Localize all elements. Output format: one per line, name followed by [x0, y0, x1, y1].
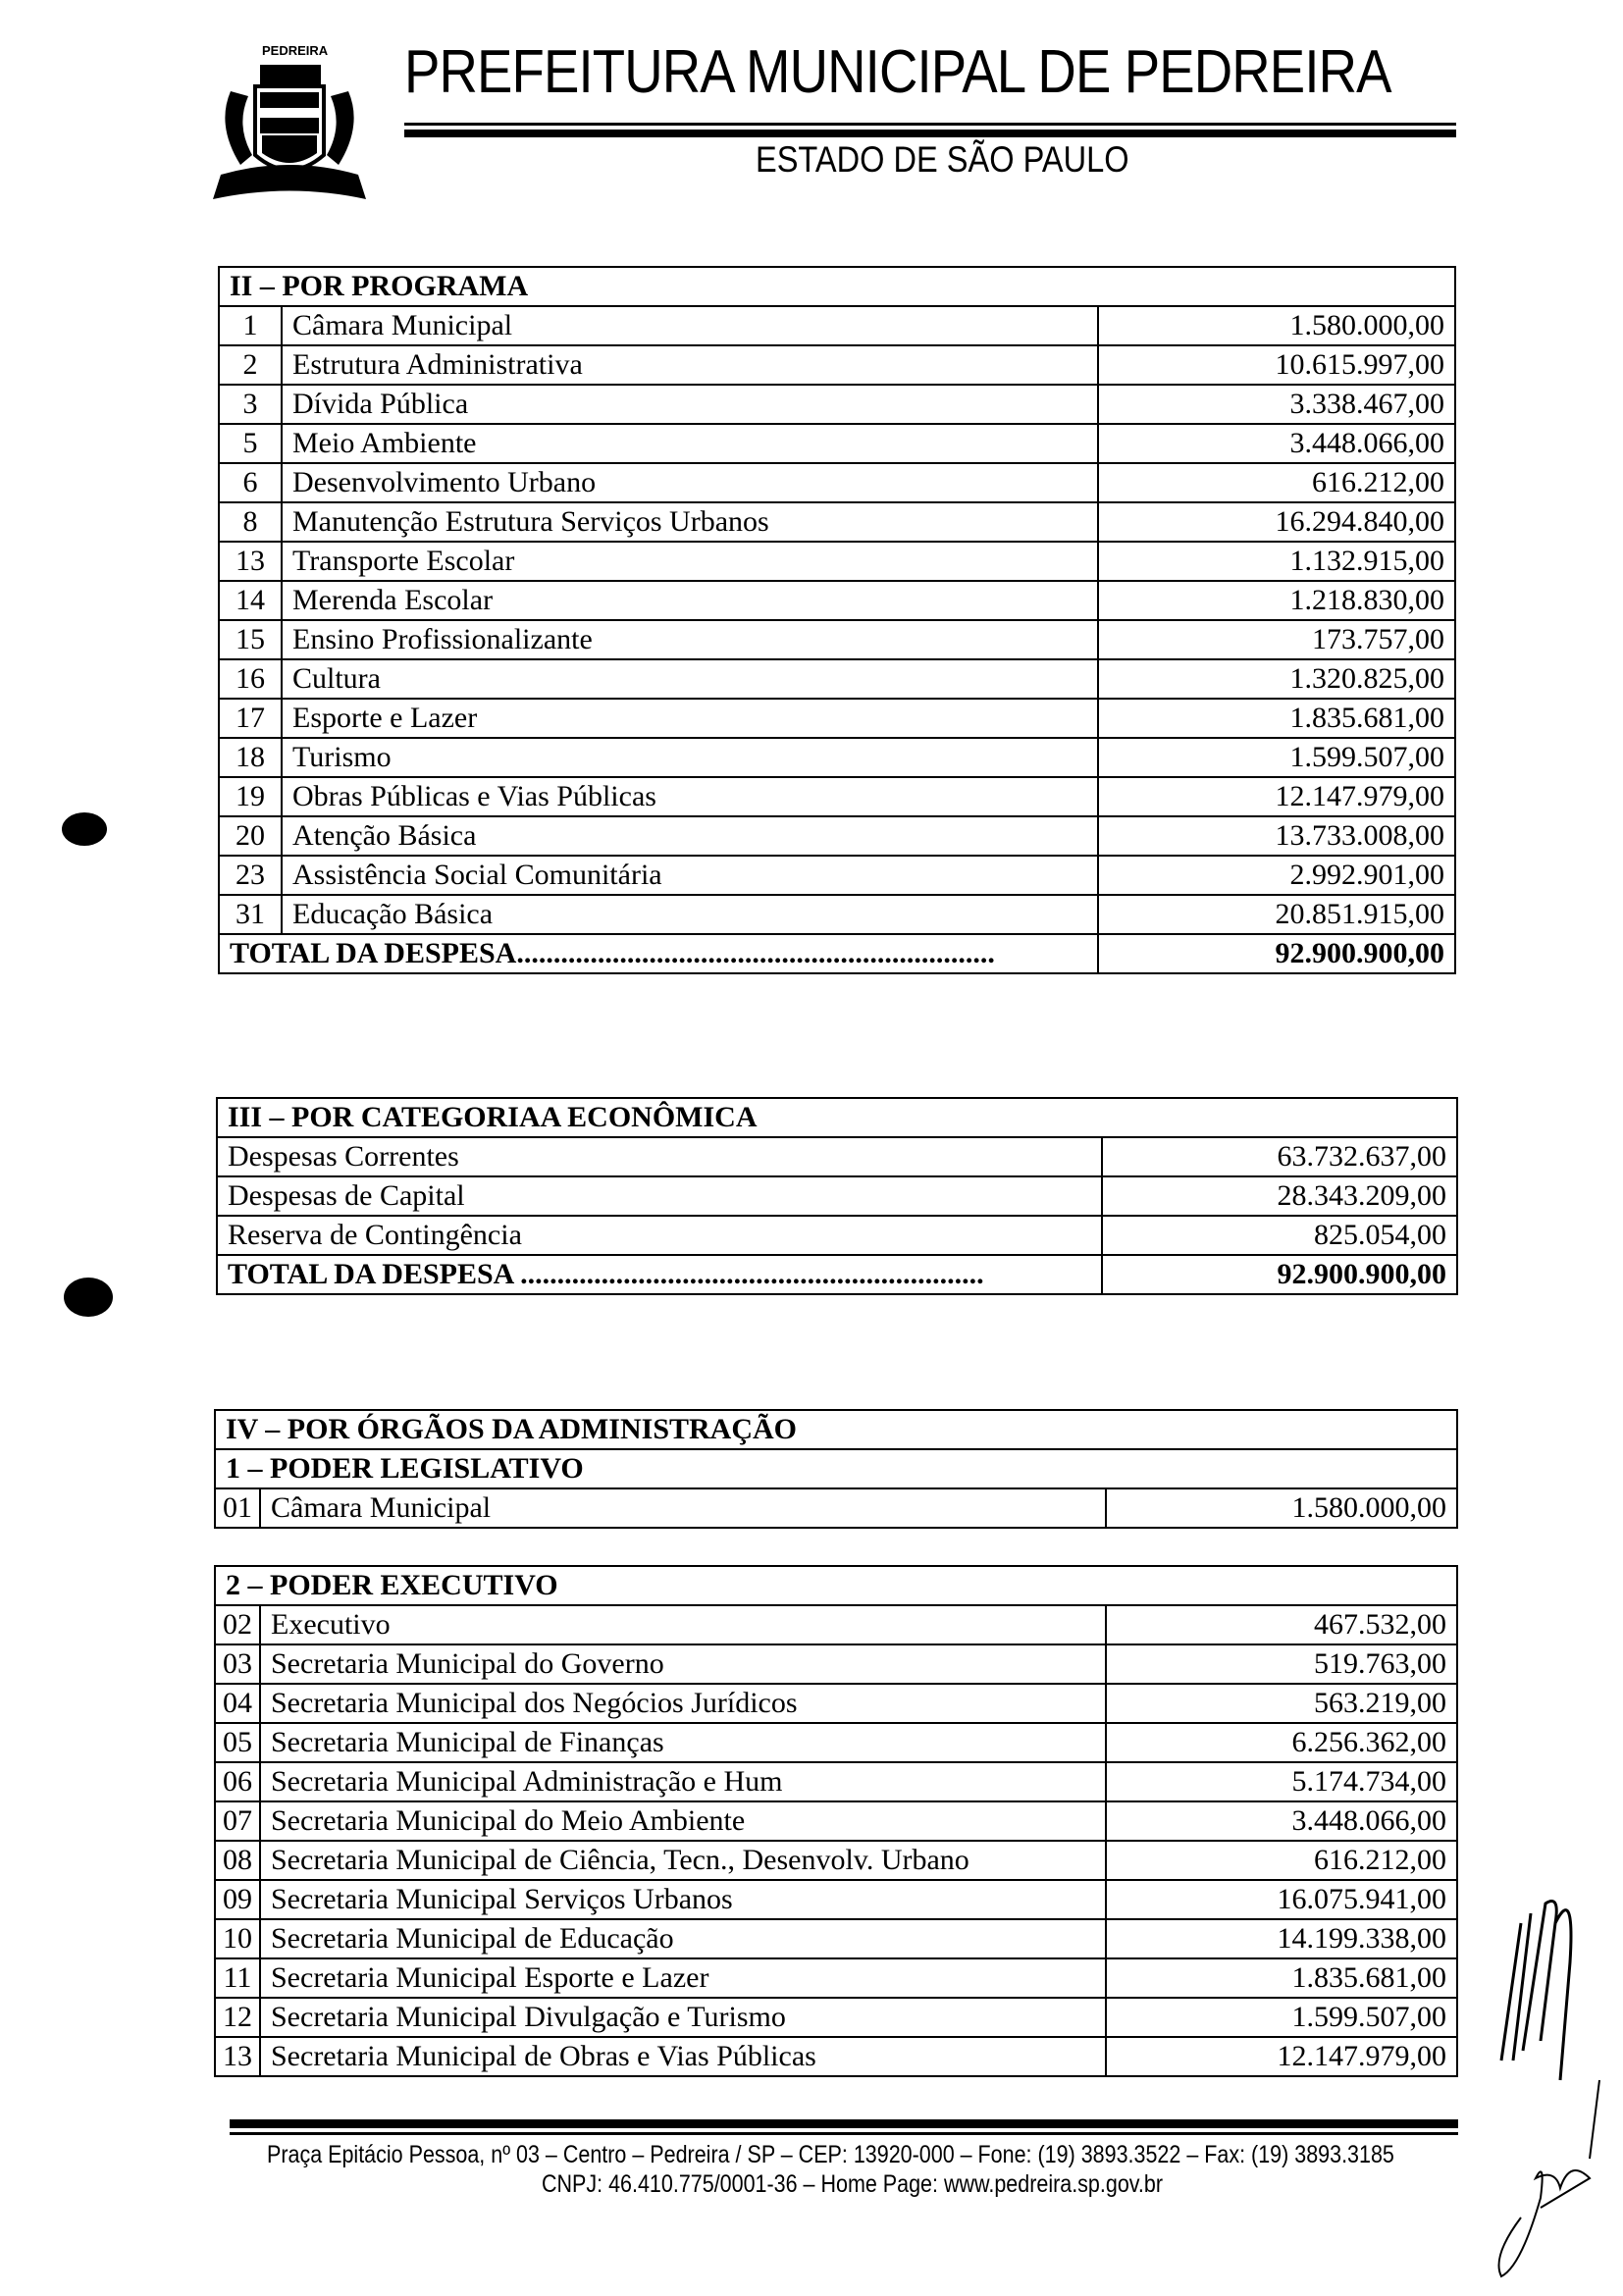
table-row	[219, 542, 1455, 581]
table-row	[219, 385, 1455, 424]
row-label: Despesas Correntes	[217, 1137, 1102, 1176]
row-code: 11	[215, 1958, 260, 1998]
row-value: 63.732.637,00	[1102, 1137, 1457, 1176]
table-heading-row	[215, 1410, 1457, 1449]
row-label: Secretaria Municipal Serviços Urbanos	[260, 1880, 1106, 1919]
row-value: 563.219,00	[1106, 1684, 1457, 1723]
table-row	[219, 659, 1455, 699]
table-row	[215, 1684, 1457, 1723]
row-value: 3.448.066,00	[1098, 424, 1455, 463]
programa-heading: II – POR PROGRAMA	[219, 267, 1455, 306]
table-row	[219, 738, 1455, 777]
table-row	[219, 816, 1455, 856]
table-heading-row	[219, 267, 1455, 306]
table-row	[215, 1723, 1457, 1762]
total-label: TOTAL DA DESPESA ...............................................................	[217, 1255, 1102, 1294]
row-value: 13.733.008,00	[1098, 816, 1455, 856]
row-label: Câmara Municipal	[260, 1488, 1106, 1528]
header-divider-thick	[404, 130, 1456, 137]
table-row	[215, 2037, 1457, 2076]
row-code: 05	[215, 1723, 260, 1762]
row-code: 06	[215, 1762, 260, 1801]
row-code: 8	[219, 502, 282, 542]
row-value: 1.580.000,00	[1098, 306, 1455, 345]
categoria-table	[216, 1097, 1458, 1295]
crest-label: PEDREIRA	[262, 43, 329, 58]
table-row	[219, 424, 1455, 463]
table-row	[219, 502, 1455, 542]
table-subheading-row	[215, 1449, 1457, 1488]
row-value: 467.532,00	[1106, 1605, 1457, 1644]
row-label: Obras Públicas e Vias Públicas	[282, 777, 1098, 816]
row-value: 10.615.997,00	[1098, 345, 1455, 385]
row-label: Despesas de Capital	[217, 1176, 1102, 1216]
row-code: 2	[219, 345, 282, 385]
row-value: 519.763,00	[1106, 1644, 1457, 1684]
row-label: Turismo	[282, 738, 1098, 777]
row-code: 6	[219, 463, 282, 502]
row-code: 1	[219, 306, 282, 345]
table-row	[215, 1605, 1457, 1644]
row-label: Câmara Municipal	[282, 306, 1098, 345]
row-label: Secretaria Municipal Divulgação e Turismo	[260, 1998, 1106, 2037]
punch-hole	[64, 1278, 113, 1317]
table-row	[219, 895, 1455, 934]
row-code: 5	[219, 424, 282, 463]
legislativo-heading: 1 – PODER LEGISLATIVO	[215, 1449, 1457, 1488]
row-code: 18	[219, 738, 282, 777]
row-code: 01	[215, 1488, 260, 1528]
row-code: 31	[219, 895, 282, 934]
table-row	[219, 777, 1455, 816]
row-value: 1.320.825,00	[1098, 659, 1455, 699]
row-label: Ensino Profissionalizante	[282, 620, 1098, 659]
row-label: Secretaria Municipal do Meio Ambiente	[260, 1801, 1106, 1841]
row-label: Secretaria Municipal Esporte e Lazer	[260, 1958, 1106, 1998]
table-row	[215, 1762, 1457, 1801]
row-code: 13	[215, 2037, 260, 2076]
row-label: Merenda Escolar	[282, 581, 1098, 620]
row-code: 19	[219, 777, 282, 816]
row-code: 15	[219, 620, 282, 659]
row-label: Educação Básica	[282, 895, 1098, 934]
row-value: 5.174.734,00	[1106, 1762, 1457, 1801]
row-code: 08	[215, 1841, 260, 1880]
municipal-crest-icon	[201, 37, 378, 204]
row-value: 12.147.979,00	[1098, 777, 1455, 816]
row-label: Dívida Pública	[282, 385, 1098, 424]
row-code: 12	[215, 1998, 260, 2037]
punch-hole	[62, 812, 107, 846]
row-label: Reserva de Contingência	[217, 1216, 1102, 1255]
table-row	[217, 1137, 1457, 1176]
row-label: Secretaria Municipal do Governo	[260, 1644, 1106, 1684]
footer-divider	[230, 2132, 1458, 2135]
table-row	[219, 856, 1455, 895]
row-label: Secretaria Municipal de Finanças	[260, 1723, 1106, 1762]
row-code: 3	[219, 385, 282, 424]
row-label: Atenção Básica	[282, 816, 1098, 856]
row-value: 3.448.066,00	[1106, 1801, 1457, 1841]
row-label: Esporte e Lazer	[282, 699, 1098, 738]
row-label: Executivo	[260, 1605, 1106, 1644]
row-value: 173.757,00	[1098, 620, 1455, 659]
row-label: Assistência Social Comunitária	[282, 856, 1098, 895]
orgaos-executivo-table	[214, 1565, 1458, 2077]
page-subtitle: ESTADO DE SÃO PAULO	[756, 139, 1129, 180]
row-code: 09	[215, 1880, 260, 1919]
table-row	[215, 1644, 1457, 1684]
table-row	[219, 699, 1455, 738]
row-label: Cultura	[282, 659, 1098, 699]
row-value: 616.212,00	[1098, 463, 1455, 502]
orgaos-heading: IV – POR ÓRGÃOS DA ADMINISTRAÇÃO	[215, 1410, 1457, 1449]
row-code: 04	[215, 1684, 260, 1723]
total-value: 92.900.900,00	[1098, 934, 1455, 973]
table-row	[215, 1919, 1457, 1958]
total-row	[217, 1255, 1457, 1294]
table-row	[215, 1841, 1457, 1880]
table-row	[215, 1880, 1457, 1919]
table-row	[217, 1176, 1457, 1216]
total-label: TOTAL DA DESPESA.................................................................	[219, 934, 1098, 973]
row-label: Estrutura Administrativa	[282, 345, 1098, 385]
footer-contact: CNPJ: 46.410.775/0001-36 – Home Page: www.pedreira.sp.gov.br	[542, 2170, 1164, 2198]
table-row	[219, 581, 1455, 620]
row-code: 07	[215, 1801, 260, 1841]
row-value: 12.147.979,00	[1106, 2037, 1457, 2076]
total-value: 92.900.900,00	[1102, 1255, 1457, 1294]
table-row	[215, 1958, 1457, 1998]
row-value: 1.218.830,00	[1098, 581, 1455, 620]
row-label: Transporte Escolar	[282, 542, 1098, 581]
table-row	[215, 1801, 1457, 1841]
row-code: 13	[219, 542, 282, 581]
row-value: 2.992.901,00	[1098, 856, 1455, 895]
programa-table	[218, 266, 1456, 974]
row-code: 14	[219, 581, 282, 620]
row-value: 1.835.681,00	[1106, 1958, 1457, 1998]
row-value: 28.343.209,00	[1102, 1176, 1457, 1216]
row-code: 10	[215, 1919, 260, 1958]
row-value: 616.212,00	[1106, 1841, 1457, 1880]
row-label: Desenvolvimento Urbano	[282, 463, 1098, 502]
footer-address: Praça Epitácio Pessoa, nº 03 – Centro – Pedreira / SP – CEP: 13920-000 – Fone: (19) 3893.3522 – Fax: (19) 3893.3185	[267, 2141, 1394, 2168]
categoria-heading: III – POR CATEGORIAA ECONÔMICA	[217, 1098, 1457, 1137]
row-value: 825.054,00	[1102, 1216, 1457, 1255]
signature-icon	[1462, 1884, 1609, 2296]
row-label: Secretaria Municipal Administração e Hum	[260, 1762, 1106, 1801]
row-value: 20.851.915,00	[1098, 895, 1455, 934]
table-row	[215, 1488, 1457, 1528]
header-divider	[404, 123, 1456, 126]
row-value: 1.132.915,00	[1098, 542, 1455, 581]
row-value: 1.580.000,00	[1106, 1488, 1457, 1528]
orgaos-legislativo-table	[214, 1409, 1458, 1529]
row-value: 6.256.362,00	[1106, 1723, 1457, 1762]
row-value: 1.599.507,00	[1106, 1998, 1457, 2037]
footer-divider-thick	[230, 2119, 1458, 2128]
row-code: 23	[219, 856, 282, 895]
row-code: 17	[219, 699, 282, 738]
row-code: 20	[219, 816, 282, 856]
row-label: Manutenção Estrutura Serviços Urbanos	[282, 502, 1098, 542]
row-code: 16	[219, 659, 282, 699]
row-value: 1.835.681,00	[1098, 699, 1455, 738]
table-row	[219, 306, 1455, 345]
row-label: Secretaria Municipal de Ciência, Tecn., Desenvolv. Urbano	[260, 1841, 1106, 1880]
table-row	[219, 345, 1455, 385]
table-heading-row	[215, 1566, 1457, 1605]
page-title: PREFEITURA MUNICIPAL DE PEDREIRA	[404, 38, 1391, 106]
table-row	[217, 1216, 1457, 1255]
row-value: 3.338.467,00	[1098, 385, 1455, 424]
row-label: Secretaria Municipal de Obras e Vias Públicas	[260, 2037, 1106, 2076]
table-row	[215, 1998, 1457, 2037]
row-value: 14.199.338,00	[1106, 1919, 1457, 1958]
row-value: 1.599.507,00	[1098, 738, 1455, 777]
table-heading-row	[217, 1098, 1457, 1137]
row-label: Secretaria Municipal dos Negócios Jurídicos	[260, 1684, 1106, 1723]
row-code: 02	[215, 1605, 260, 1644]
row-code: 03	[215, 1644, 260, 1684]
table-row	[219, 463, 1455, 502]
row-value: 16.075.941,00	[1106, 1880, 1457, 1919]
executivo-heading: 2 – PODER EXECUTIVO	[215, 1566, 1457, 1605]
row-label: Secretaria Municipal de Educação	[260, 1919, 1106, 1958]
table-row	[219, 620, 1455, 659]
total-row	[219, 934, 1455, 973]
row-value: 16.294.840,00	[1098, 502, 1455, 542]
row-label: Meio Ambiente	[282, 424, 1098, 463]
